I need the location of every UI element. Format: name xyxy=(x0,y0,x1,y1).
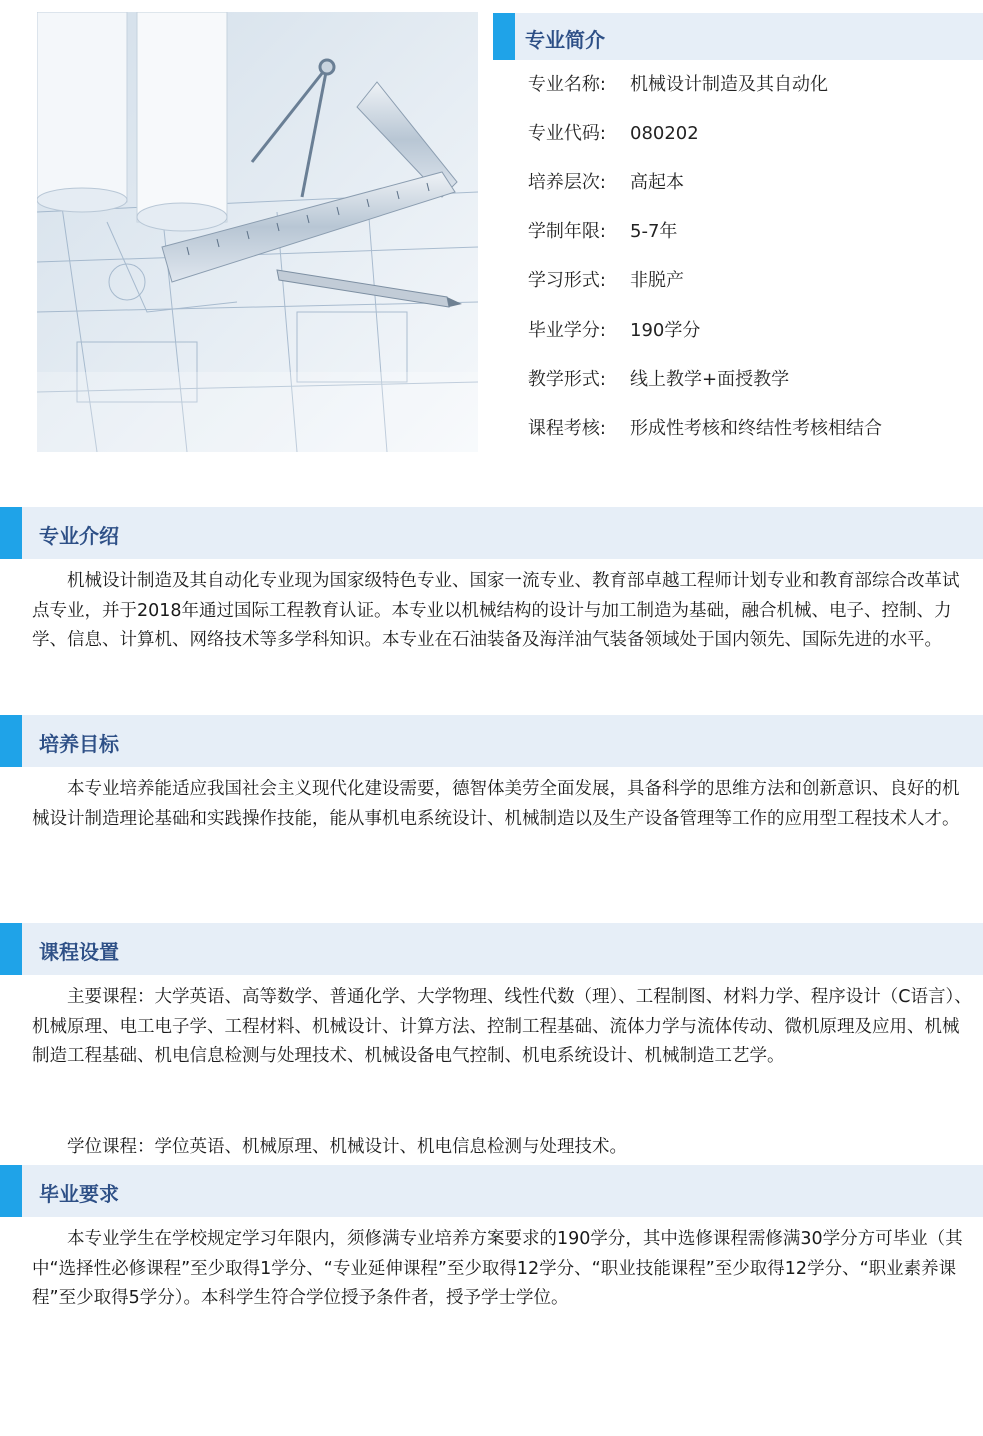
row-label: 教学形式: xyxy=(527,369,606,390)
summary-row-code xyxy=(493,119,983,149)
row-value: 非脱产 xyxy=(630,270,684,291)
summary-row-name xyxy=(493,70,983,100)
intro-paragraph: 机械设计制造及其自动化专业现为国家级特色专业、国家一流专业、教育部卓越工程师计划专业和教育部综合改革试点专业，并于2018年通过国际工程教育认证。本专业以机械结构的设计与加工制造为基础，融合机械、电子、控制、力学、信息、计算机、网络技术等多学科知识。本专业在石油装备及海洋油气装备领域处于国内领先、国际先进的水平。 xyxy=(32,571,960,650)
row-label: 专业名称: xyxy=(527,74,606,95)
section-accent-bar xyxy=(0,715,22,767)
summary-row-level xyxy=(493,168,983,198)
summary-title: 专业简介 xyxy=(525,28,605,52)
section-title: 专业介绍 xyxy=(39,524,119,548)
row-value: 5-7年 xyxy=(630,221,678,242)
hero-image xyxy=(37,12,478,452)
row-label: 培养层次: xyxy=(527,172,606,193)
row-value: 080202 xyxy=(630,123,699,144)
summary-accent-bar xyxy=(493,13,515,60)
row-value: 线上教学+面授教学 xyxy=(630,369,790,390)
courses-main-paragraph: 主要课程：大学英语、高等数学、普通化学、大学物理、线性代数（理）、工程制图、材料力学、程序设计（C语言）、机械原理、电工电子学、工程材料、机械设计、计算方法、控制工程基础、流体力学与流体传动、微机原理及应用、机械制造工程基础、机电信息检测与处理技术、机械设备电气控制、机电系统设计、机械制造工艺学。 xyxy=(32,987,972,1066)
summary-row-teaching xyxy=(493,365,983,395)
section-accent-bar xyxy=(0,507,22,559)
graduation-paragraph: 本专业学生在学校规定学习年限内，须修满专业培养方案要求的190学分，其中选修课程需修满30学分方可毕业（其中“选择性必修课程”至少取得1学分、“专业延伸课程”至少取得12学分、“职业技能课程”至少取得12学分、“职业素养课程”至少取得5学分）。本科学生符合学位授予条件者，授予学士学位。 xyxy=(32,1229,963,1308)
row-label: 学习形式: xyxy=(527,270,606,291)
section-accent-bar xyxy=(0,1165,22,1217)
row-value: 高起本 xyxy=(630,172,684,193)
section-header-goal xyxy=(0,715,983,767)
row-label: 专业代码: xyxy=(527,123,606,144)
row-value: 形成性考核和终结性考核相结合 xyxy=(630,418,882,439)
row-label: 学制年限: xyxy=(527,221,606,242)
row-label: 课程考核: xyxy=(527,418,606,439)
section-header-intro xyxy=(0,507,983,559)
section-title: 课程设置 xyxy=(39,940,119,964)
section-header-courses xyxy=(0,923,983,975)
courses-degree-paragraph: 学位课程：学位英语、机械原理、机械设计、机电信息检测与处理技术。 xyxy=(67,1137,627,1157)
section-accent-bar xyxy=(0,923,22,975)
section-title: 培养目标 xyxy=(39,732,119,756)
row-value: 190学分 xyxy=(630,320,701,341)
summary-row-duration xyxy=(493,217,983,247)
section-title: 毕业要求 xyxy=(39,1182,119,1206)
goal-paragraph: 本专业培养能适应我国社会主义现代化建设需要，德智体美劳全面发展，具备科学的思维方法和创新意识、良好的机械设计制造理论基础和实践操作技能，能从事机电系统设计、机械制造以及生产设备管理等工作的应用型工程技术人才。 xyxy=(32,779,960,829)
summary-row-credits xyxy=(493,316,983,346)
section-header-graduation xyxy=(0,1165,983,1217)
row-value: 机械设计制造及其自动化 xyxy=(630,74,828,95)
row-label: 毕业学分: xyxy=(527,320,606,341)
summary-header xyxy=(493,13,983,60)
summary-row-assessment xyxy=(493,414,983,444)
summary-row-mode xyxy=(493,266,983,296)
